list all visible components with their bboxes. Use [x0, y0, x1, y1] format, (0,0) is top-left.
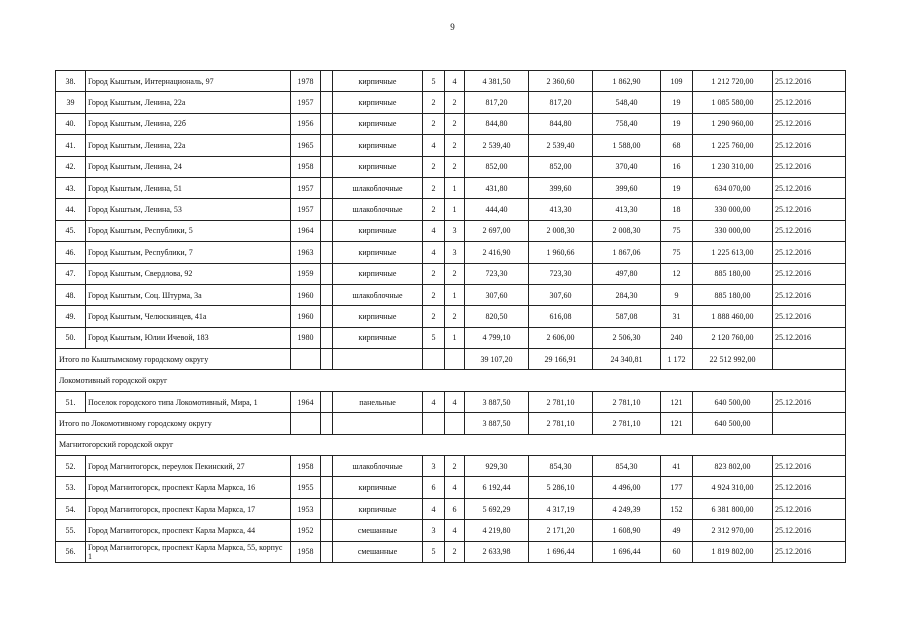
year-built: 1958	[291, 156, 321, 177]
date: 25.12.2016	[773, 135, 846, 156]
table-row	[56, 71, 846, 92]
table-body	[56, 71, 846, 563]
year-built: 1955	[291, 477, 321, 498]
residential-area: 284,30	[593, 284, 661, 305]
living-area: 2 781,10	[529, 413, 593, 434]
date: 25.12.2016	[773, 113, 846, 134]
cost: 1 290 960,00	[693, 113, 773, 134]
section-row	[56, 370, 846, 391]
empty-cell	[773, 349, 846, 370]
residential-area: 2 781,10	[593, 391, 661, 412]
address: Город Кыштым, Ленина, 22а	[86, 135, 291, 156]
cost: 2 312 970,00	[693, 520, 773, 541]
page-number: 9	[450, 22, 455, 32]
cost: 6 381 800,00	[693, 498, 773, 519]
wall-material: шлакоблочные	[333, 456, 423, 477]
total-area: 929,30	[465, 456, 529, 477]
floors: 2	[423, 284, 445, 305]
year-built: 1960	[291, 306, 321, 327]
wall-material: шлакоблочные	[333, 284, 423, 305]
floors: 2	[423, 113, 445, 134]
living-area: 616,08	[529, 306, 593, 327]
row-number: 38.	[56, 71, 86, 92]
residents: 109	[661, 71, 693, 92]
empty-cell	[321, 177, 333, 198]
year-built: 1957	[291, 92, 321, 113]
living-area: 1 696,44	[529, 541, 593, 562]
residents: 19	[661, 92, 693, 113]
address: Город Магнитогорск, проспект Карла Маркса, 17	[86, 498, 291, 519]
empty-cell	[423, 349, 445, 370]
wall-material: шлакоблочные	[333, 177, 423, 198]
total-area: 723,30	[465, 263, 529, 284]
total-area: 6 192,44	[465, 477, 529, 498]
residents: 19	[661, 177, 693, 198]
address: Город Кыштым, Ленина, 22б	[86, 113, 291, 134]
wall-material: кирпичные	[333, 263, 423, 284]
total-area: 2 416,90	[465, 242, 529, 263]
date: 25.12.2016	[773, 242, 846, 263]
total-area: 2 539,40	[465, 135, 529, 156]
address: Поселок городского типа Локомотивный, Мира, 1	[86, 391, 291, 412]
living-area: 413,30	[529, 199, 593, 220]
empty-cell	[321, 220, 333, 241]
empty-cell	[333, 413, 423, 434]
entrances: 4	[445, 477, 465, 498]
residents: 121	[661, 391, 693, 412]
entrances: 2	[445, 541, 465, 562]
wall-material: кирпичные	[333, 113, 423, 134]
address: Город Магнитогорск, проспект Карла Маркса, 55, корпус 1	[86, 541, 291, 562]
wall-material: кирпичные	[333, 498, 423, 519]
row-number: 42.	[56, 156, 86, 177]
residential-area: 548,40	[593, 92, 661, 113]
year-built: 1957	[291, 177, 321, 198]
total-area: 852,00	[465, 156, 529, 177]
residential-area: 4 496,00	[593, 477, 661, 498]
living-area: 817,20	[529, 92, 593, 113]
entrances: 1	[445, 327, 465, 348]
floors: 4	[423, 135, 445, 156]
floors: 2	[423, 177, 445, 198]
empty-cell	[321, 391, 333, 412]
total-area: 2 633,98	[465, 541, 529, 562]
residential-area: 4 249,39	[593, 498, 661, 519]
living-area: 854,30	[529, 456, 593, 477]
table-row	[56, 135, 846, 156]
floors: 2	[423, 92, 445, 113]
floors: 4	[423, 220, 445, 241]
section-row	[56, 434, 846, 455]
section-title: Локомотивный городской округ	[56, 370, 846, 391]
floors: 2	[423, 156, 445, 177]
empty-cell	[445, 413, 465, 434]
address: Город Кыштым, Юлии Ичевой, 183	[86, 327, 291, 348]
housing-table	[55, 70, 846, 563]
total-area: 3 887,50	[465, 413, 529, 434]
date: 25.12.2016	[773, 263, 846, 284]
empty-cell	[321, 456, 333, 477]
total-area: 5 692,29	[465, 498, 529, 519]
row-number: 56.	[56, 541, 86, 562]
address: Город Кыштым, Ленина, 53	[86, 199, 291, 220]
row-number: 43.	[56, 177, 86, 198]
address: Город Кыштым, Челюскинцев, 41а	[86, 306, 291, 327]
floors: 5	[423, 71, 445, 92]
living-area: 5 286,10	[529, 477, 593, 498]
row-number: 49.	[56, 306, 86, 327]
table-row	[56, 391, 846, 412]
empty-cell	[321, 156, 333, 177]
empty-cell	[321, 520, 333, 541]
empty-cell	[321, 113, 333, 134]
table-row	[56, 113, 846, 134]
empty-cell	[773, 413, 846, 434]
wall-material: кирпичные	[333, 71, 423, 92]
year-built: 1959	[291, 263, 321, 284]
cost: 885 180,00	[693, 284, 773, 305]
year-built: 1980	[291, 327, 321, 348]
entrances: 1	[445, 199, 465, 220]
living-area: 844,80	[529, 113, 593, 134]
wall-material: кирпичные	[333, 477, 423, 498]
cost: 2 120 760,00	[693, 327, 773, 348]
cost: 1 212 720,00	[693, 71, 773, 92]
residents: 1 172	[661, 349, 693, 370]
year-built: 1956	[291, 113, 321, 134]
floors: 4	[423, 391, 445, 412]
wall-material: кирпичные	[333, 242, 423, 263]
row-number: 46.	[56, 242, 86, 263]
cost: 4 924 310,00	[693, 477, 773, 498]
row-number: 52.	[56, 456, 86, 477]
date: 25.12.2016	[773, 220, 846, 241]
total-area: 39 107,20	[465, 349, 529, 370]
empty-cell	[333, 349, 423, 370]
residential-area: 370,40	[593, 156, 661, 177]
date: 25.12.2016	[773, 71, 846, 92]
date: 25.12.2016	[773, 456, 846, 477]
cost: 1 888 460,00	[693, 306, 773, 327]
year-built: 1965	[291, 135, 321, 156]
table-row	[56, 456, 846, 477]
residential-area: 2 008,30	[593, 220, 661, 241]
date: 25.12.2016	[773, 92, 846, 113]
section-title: Магнитогорский городской округ	[56, 434, 846, 455]
year-built: 1953	[291, 498, 321, 519]
row-number: 51.	[56, 391, 86, 412]
living-area: 4 317,19	[529, 498, 593, 519]
residential-area: 1 608,90	[593, 520, 661, 541]
table-row	[56, 284, 846, 305]
total-area: 4 219,80	[465, 520, 529, 541]
date: 25.12.2016	[773, 541, 846, 562]
total-area: 431,80	[465, 177, 529, 198]
entrances: 1	[445, 284, 465, 305]
table-row	[56, 541, 846, 562]
address: Город Кыштым, Соц. Штурма, 3а	[86, 284, 291, 305]
entrances: 6	[445, 498, 465, 519]
table-row	[56, 177, 846, 198]
entrances: 3	[445, 242, 465, 263]
residents: 240	[661, 327, 693, 348]
year-built: 1958	[291, 456, 321, 477]
address: Город Кыштым, Свердлова, 92	[86, 263, 291, 284]
empty-cell	[291, 413, 321, 434]
table-row	[56, 263, 846, 284]
living-area: 307,60	[529, 284, 593, 305]
cost: 330 000,00	[693, 220, 773, 241]
residents: 9	[661, 284, 693, 305]
residential-area: 2 781,10	[593, 413, 661, 434]
row-number: 41.	[56, 135, 86, 156]
wall-material: кирпичные	[333, 306, 423, 327]
living-area: 1 960,66	[529, 242, 593, 263]
empty-cell	[321, 306, 333, 327]
residential-area: 1 867,06	[593, 242, 661, 263]
residents: 19	[661, 113, 693, 134]
total-area: 820,50	[465, 306, 529, 327]
living-area: 29 166,91	[529, 349, 593, 370]
table-row	[56, 327, 846, 348]
wall-material: кирпичные	[333, 156, 423, 177]
address: Город Кыштым, Республики, 5	[86, 220, 291, 241]
table-row	[56, 306, 846, 327]
entrances: 4	[445, 520, 465, 541]
row-number: 50.	[56, 327, 86, 348]
residential-area: 413,30	[593, 199, 661, 220]
residents: 60	[661, 541, 693, 562]
residents: 75	[661, 242, 693, 263]
address: Город Магнитогорск, проспект Карла Маркса, 16	[86, 477, 291, 498]
address: Город Кыштым, Ленина, 51	[86, 177, 291, 198]
empty-cell	[321, 92, 333, 113]
living-area: 2 781,10	[529, 391, 593, 412]
wall-material: шлакоблочные	[333, 199, 423, 220]
table-row	[56, 498, 846, 519]
residents: 152	[661, 498, 693, 519]
residential-area: 1 588,00	[593, 135, 661, 156]
total-area: 444,40	[465, 199, 529, 220]
floors: 6	[423, 477, 445, 498]
floors: 5	[423, 327, 445, 348]
address: Город Кыштым, Интернациональ, 97	[86, 71, 291, 92]
empty-cell	[321, 498, 333, 519]
total-area: 817,20	[465, 92, 529, 113]
entrances: 4	[445, 391, 465, 412]
residential-area: 1 696,44	[593, 541, 661, 562]
cost: 640 500,00	[693, 391, 773, 412]
total-area: 4 381,50	[465, 71, 529, 92]
floors: 3	[423, 456, 445, 477]
wall-material: кирпичные	[333, 327, 423, 348]
total-row	[56, 349, 846, 370]
empty-cell	[291, 349, 321, 370]
total-area: 4 799,10	[465, 327, 529, 348]
wall-material: панельные	[333, 391, 423, 412]
wall-material: смешанные	[333, 520, 423, 541]
row-number: 44.	[56, 199, 86, 220]
address: Город Кыштым, Ленина, 24	[86, 156, 291, 177]
empty-cell	[321, 477, 333, 498]
floors: 4	[423, 242, 445, 263]
residential-area: 854,30	[593, 456, 661, 477]
cost: 1 225 613,00	[693, 242, 773, 263]
residential-area: 2 506,30	[593, 327, 661, 348]
cost: 1 225 760,00	[693, 135, 773, 156]
year-built: 1960	[291, 284, 321, 305]
residential-area: 758,40	[593, 113, 661, 134]
year-built: 1957	[291, 199, 321, 220]
date: 25.12.2016	[773, 156, 846, 177]
empty-cell	[321, 413, 333, 434]
empty-cell	[321, 349, 333, 370]
row-number: 55.	[56, 520, 86, 541]
residents: 177	[661, 477, 693, 498]
year-built: 1978	[291, 71, 321, 92]
living-area: 2 539,40	[529, 135, 593, 156]
living-area: 852,00	[529, 156, 593, 177]
residents: 121	[661, 413, 693, 434]
residential-area: 1 862,90	[593, 71, 661, 92]
empty-cell	[423, 413, 445, 434]
wall-material: кирпичные	[333, 135, 423, 156]
floors: 2	[423, 263, 445, 284]
residential-area: 497,80	[593, 263, 661, 284]
entrances: 2	[445, 92, 465, 113]
residents: 18	[661, 199, 693, 220]
living-area: 2 360,60	[529, 71, 593, 92]
empty-cell	[321, 71, 333, 92]
date: 25.12.2016	[773, 199, 846, 220]
total-label: Итого по Локомотивному городскому округу	[56, 413, 291, 434]
residential-area: 399,60	[593, 177, 661, 198]
residents: 75	[661, 220, 693, 241]
address: Город Магнитогорск, переулок Пекинский, 27	[86, 456, 291, 477]
wall-material: смешанные	[333, 541, 423, 562]
cost: 885 180,00	[693, 263, 773, 284]
date: 25.12.2016	[773, 391, 846, 412]
row-number: 39	[56, 92, 86, 113]
entrances: 3	[445, 220, 465, 241]
total-area: 2 697,00	[465, 220, 529, 241]
living-area: 2 606,00	[529, 327, 593, 348]
table-row	[56, 220, 846, 241]
year-built: 1952	[291, 520, 321, 541]
total-row	[56, 413, 846, 434]
residents: 49	[661, 520, 693, 541]
floors: 3	[423, 520, 445, 541]
entrances: 2	[445, 156, 465, 177]
year-built: 1963	[291, 242, 321, 263]
row-number: 54.	[56, 498, 86, 519]
cost: 330 000,00	[693, 199, 773, 220]
total-area: 3 887,50	[465, 391, 529, 412]
table-row	[56, 520, 846, 541]
row-number: 48.	[56, 284, 86, 305]
address: Город Кыштым, Республики, 7	[86, 242, 291, 263]
row-number: 53.	[56, 477, 86, 498]
year-built: 1964	[291, 391, 321, 412]
total-area: 307,60	[465, 284, 529, 305]
entrances: 2	[445, 135, 465, 156]
table-row	[56, 156, 846, 177]
total-area: 844,80	[465, 113, 529, 134]
date: 25.12.2016	[773, 520, 846, 541]
empty-cell	[321, 135, 333, 156]
total-label: Итого по Кыштымскому городскому округу	[56, 349, 291, 370]
year-built: 1958	[291, 541, 321, 562]
year-built: 1964	[291, 220, 321, 241]
cost: 634 070,00	[693, 177, 773, 198]
entrances: 2	[445, 456, 465, 477]
wall-material: кирпичные	[333, 220, 423, 241]
empty-cell	[321, 263, 333, 284]
date: 25.12.2016	[773, 284, 846, 305]
entrances: 4	[445, 71, 465, 92]
cost: 823 802,00	[693, 456, 773, 477]
residents: 68	[661, 135, 693, 156]
date: 25.12.2016	[773, 177, 846, 198]
date: 25.12.2016	[773, 327, 846, 348]
empty-cell	[321, 199, 333, 220]
table-row	[56, 92, 846, 113]
date: 25.12.2016	[773, 498, 846, 519]
table-row	[56, 199, 846, 220]
address: Город Магнитогорск, проспект Карла Маркса, 44	[86, 520, 291, 541]
empty-cell	[321, 242, 333, 263]
entrances: 2	[445, 306, 465, 327]
table-row	[56, 477, 846, 498]
floors: 5	[423, 541, 445, 562]
row-number: 40.	[56, 113, 86, 134]
residential-area: 24 340,81	[593, 349, 661, 370]
residential-area: 587,08	[593, 306, 661, 327]
empty-cell	[321, 541, 333, 562]
residents: 16	[661, 156, 693, 177]
residents: 41	[661, 456, 693, 477]
residents: 12	[661, 263, 693, 284]
floors: 4	[423, 498, 445, 519]
entrances: 2	[445, 263, 465, 284]
cost: 1 230 310,00	[693, 156, 773, 177]
cost: 640 500,00	[693, 413, 773, 434]
living-area: 399,60	[529, 177, 593, 198]
empty-cell	[445, 349, 465, 370]
residents: 31	[661, 306, 693, 327]
wall-material: кирпичные	[333, 92, 423, 113]
table-row	[56, 242, 846, 263]
date: 25.12.2016	[773, 306, 846, 327]
floors: 2	[423, 199, 445, 220]
cost: 22 512 992,00	[693, 349, 773, 370]
living-area: 2 008,30	[529, 220, 593, 241]
row-number: 47.	[56, 263, 86, 284]
address: Город Кыштым, Ленина, 22а	[86, 92, 291, 113]
entrances: 1	[445, 177, 465, 198]
cost: 1 819 802,00	[693, 541, 773, 562]
cost: 1 085 580,00	[693, 92, 773, 113]
floors: 2	[423, 306, 445, 327]
empty-cell	[321, 284, 333, 305]
empty-cell	[321, 327, 333, 348]
date: 25.12.2016	[773, 477, 846, 498]
entrances: 2	[445, 113, 465, 134]
row-number: 45.	[56, 220, 86, 241]
living-area: 2 171,20	[529, 520, 593, 541]
living-area: 723,30	[529, 263, 593, 284]
